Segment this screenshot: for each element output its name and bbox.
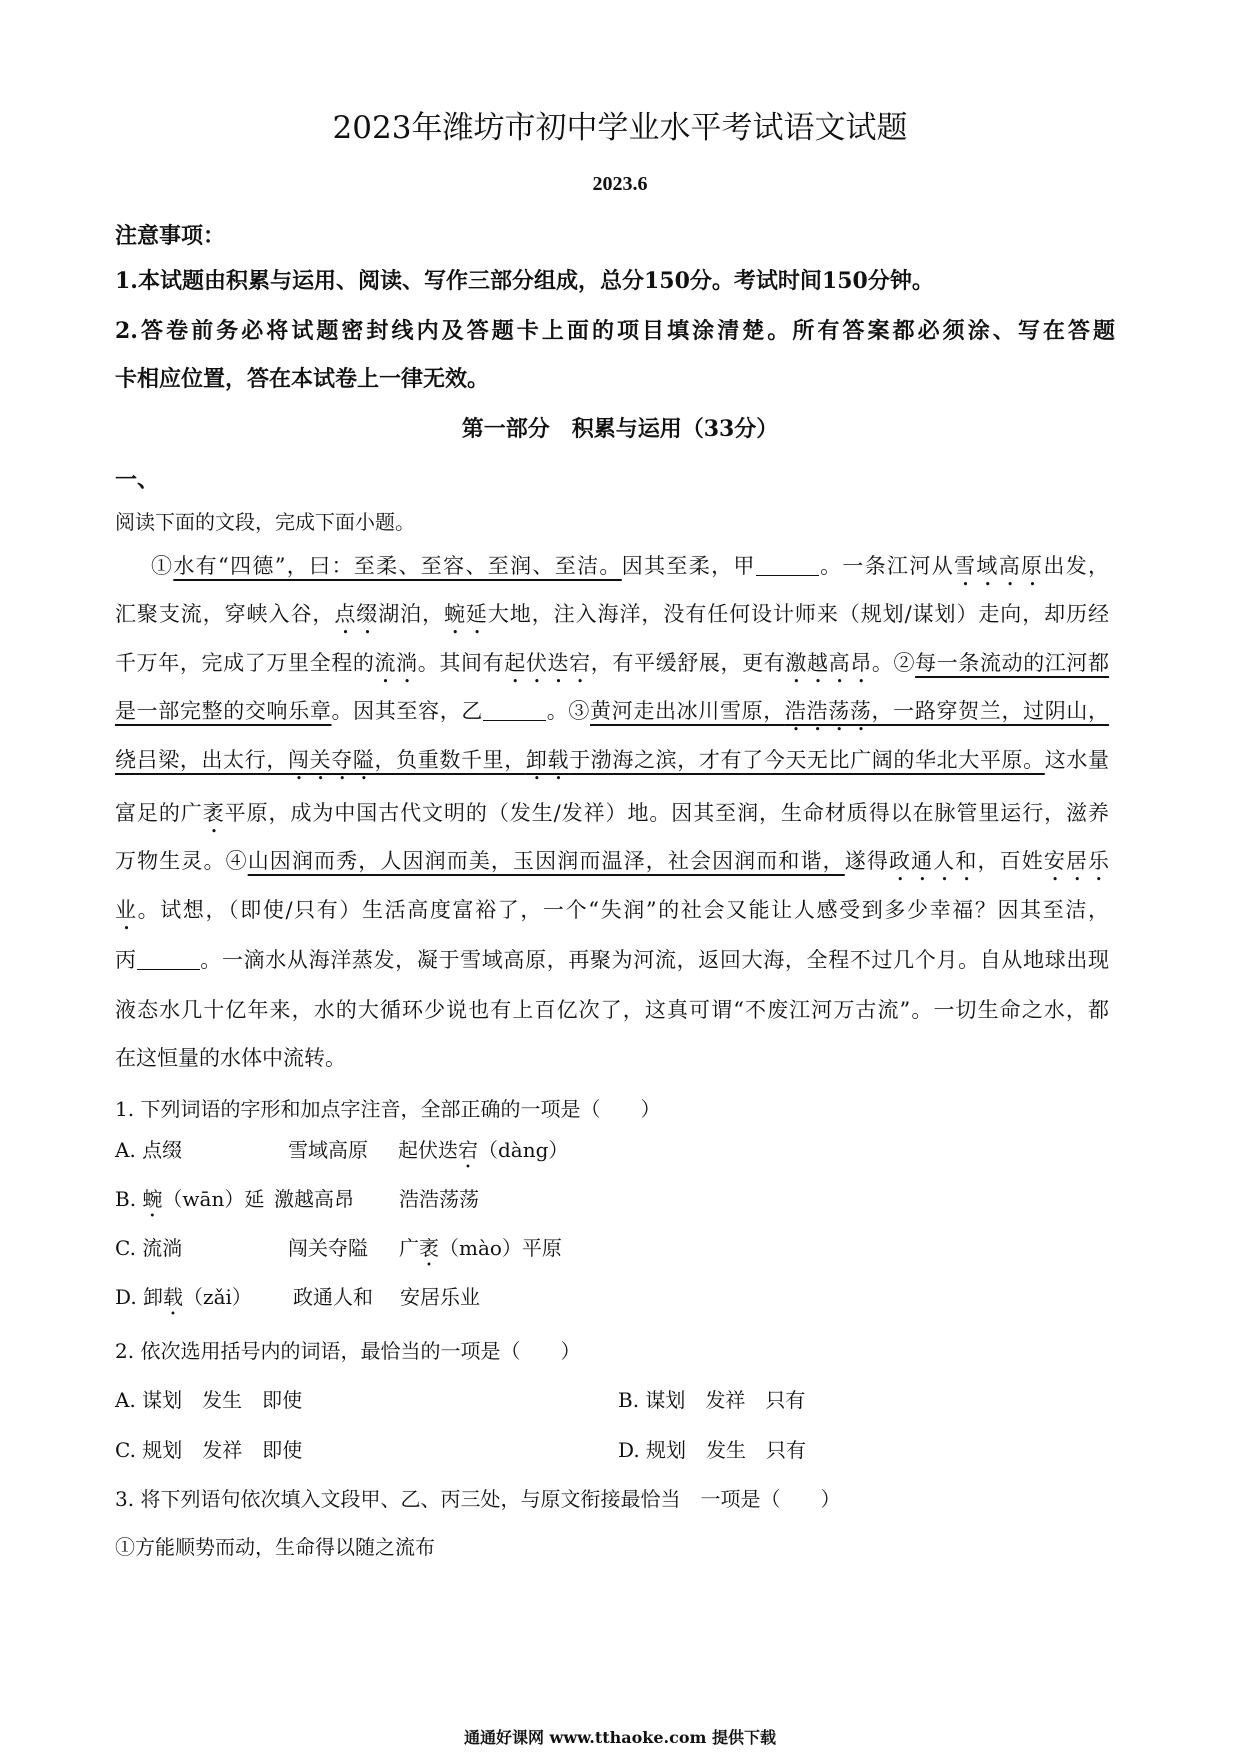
text-segment: 激越高昂 [274,1187,354,1211]
text-segment: 政通人和 [293,1285,373,1309]
text-segment: 因其至柔，甲 [621,554,756,578]
passage-line [115,895,1109,925]
text-segment: 。试想，（即使/只有）生活高度富裕了，一个“失润”的社会又能让人感受到多少幸福？因其至洁， [137,898,1109,922]
option-text: A. 谋划 发生 即使 [115,1388,303,1412]
text-segment: （zǎi） [183,1285,252,1309]
fill-in-blank [756,554,819,576]
dotted-text: 政通人和 [889,849,978,873]
text-segment: 千万年，完成了万里全程的 [115,651,375,675]
option-term [288,1233,368,1263]
passage-line [115,846,1109,876]
underlined-text: ，一路穿贺兰，过阴山， [871,699,1110,723]
text-segment: 闯关夺隘 [288,1236,368,1260]
text-segment: （wān）延 [162,1187,265,1211]
text-segment: 湖泊， [378,602,444,626]
passage-line [115,599,1109,629]
dotted-text: 载 [163,1285,184,1309]
underlined-text: 是一部完整的交响乐章 [115,699,332,723]
text-segment: 。③ [546,699,591,723]
fill-in-blank [483,699,546,721]
text-segment: 遂得 [844,849,889,873]
option-text: C. 规划 发祥 即使 [115,1438,303,1462]
passage-line [115,745,1109,775]
notice-heading: 注意事项： [115,223,226,249]
dotted-text: 流淌 [374,651,418,675]
option-term [115,1184,264,1222]
dotted-text: 宕 [458,1138,478,1162]
option-term [399,1233,562,1271]
dotted-text: 蜿延 [444,602,488,626]
fill-in-blank [137,948,200,970]
text-segment: 万物生灵。④ [115,849,248,873]
text-segment: 。一条江河从 [818,554,955,578]
option-term [288,1135,368,1165]
exam-date: 2023.6 [592,173,648,195]
option-text: B. 谋划 发祥 只有 [618,1388,806,1412]
text-segment: 雪域高原 [288,1138,368,1162]
passage-line [115,798,1109,828]
passage-line [115,1043,1109,1073]
text-segment: 。② [871,651,916,675]
text-segment: 在这恒量的水体中流转。 [115,1046,346,1070]
dotted-text: 蜿 [142,1187,163,1211]
text-segment: 这水量 [1044,748,1110,772]
passage-line [115,696,1109,726]
dotted-text: 点缀 [334,602,379,626]
option-term [274,1184,354,1214]
question-stem: 3. 将下列语句依次填入文段甲、乙、丙三处，与原文衔接最恰当 一项是（ ） [115,1487,841,1511]
underlined-text: 水有“四德”，曰：至柔、至容、至润、至洁。 [173,554,622,578]
text-segment: 丙 [115,948,137,972]
dotted-text: 雪域高原 [954,554,1044,578]
passage-line [115,551,1109,581]
text-segment: 起伏迭 [398,1138,458,1162]
passage-line [115,945,1109,975]
text-segment: 富足的广 [115,801,203,825]
option-term [400,1282,480,1312]
option-term [293,1282,373,1312]
text-segment: ，有平缓舒展，更有 [590,651,786,675]
underlined-text: 每一条流动的江河都 [915,651,1110,675]
section-number: 一、 [115,467,160,493]
underlined-text: 山因润而秀，人因润而美，玉因润而温泽，社会因润而和谐， [247,849,845,873]
option-term [115,1135,182,1165]
text-segment: ① [151,554,174,578]
dotted-text: 业 [115,898,138,922]
underlined-text: 绕吕梁，出太行， [115,748,288,772]
passage-line [115,648,1109,678]
dotted-text: 浩浩荡荡 [784,699,872,723]
dotted-text: 袤 [419,1236,439,1260]
question-stem: 1. 下列词语的字形和加点字注音，全部正确的一项是（ ） [115,1097,661,1121]
text-segment: （mào）平原 [439,1236,562,1260]
text-segment: 浩浩荡荡 [399,1187,479,1211]
text-segment: 。因其至容，乙 [331,699,484,723]
text-segment: 广 [399,1236,419,1260]
underlined-text: 黄河走出冰川雪原， [590,699,785,723]
option-text: ①方能顺势而动，生命得以随之流布 [115,1535,435,1559]
part-title: 第一部分 积累与运用（33分） [461,416,779,442]
dotted-text: 激越高昂 [785,651,872,675]
text-segment: 。一滴水从海洋蒸发，凝于雪域高原，再聚为河流，返回大海，全程不过几个月。自从地球出现 [199,948,1110,972]
dotted-text: 闯关夺隘 [287,748,375,772]
text-segment: B. [115,1187,143,1211]
text-segment: （dàng） [478,1138,569,1162]
text-segment: 汇聚支流，穿峡入谷， [115,602,335,626]
notice-line: 2.答卷前务必将试题密封线内及答题卡上面的项目填涂清楚。所有答案都必须涂、写在答题 [115,318,1115,344]
text-segment: 安居乐业 [400,1285,480,1309]
question-stem: 2. 依次选用括号内的词语，最恰当的一项是（ ） [115,1339,581,1363]
dotted-text: 安居乐 [1043,849,1110,873]
text-segment: 出发， [1043,554,1110,578]
option-term [399,1184,479,1214]
dotted-text: 袤 [202,801,225,825]
text-segment: 。其间有 [417,651,505,675]
underlined-text: 于渤海之滨，才有了今天无比广阔的华北大平原。 [569,748,1045,772]
option-text: D. 规划 发生 只有 [618,1438,807,1462]
underlined-text: ，负重数千里， [374,748,526,772]
text-segment: ，百姓 [977,849,1044,873]
reading-instruction: 阅读下面的文段，完成下面小题。 [115,510,415,534]
text-segment: A. 点缀 [115,1138,183,1162]
text-segment: D. 卸 [115,1285,164,1309]
notice-line: 1.本试题由积累与运用、阅读、写作三部分组成，总分150分。考试时间150分钟。 [115,268,934,294]
text-segment: 平原，成为中国古代文明的（发生/发祥）地。因其至润，生命材质得以在脉管里运行，滋养 [224,801,1110,825]
option-term [115,1282,252,1320]
footer-credit: 通通好课网 www.tthaoke.com 提供下载 [463,1728,777,1747]
passage-line [115,995,1109,1025]
option-term [398,1135,568,1173]
option-term [115,1233,182,1263]
text-segment: 大地，注入海洋，没有任何设计师来（规划/谋划）走向，却历经 [487,602,1110,626]
dotted-text: 卸载 [525,748,570,772]
text-segment: C. 流淌 [115,1236,183,1260]
dotted-text: 起伏迭宕 [504,651,591,675]
notice-line: 卡相应位置，答在本试卷上一律无效。 [115,366,490,392]
text-segment: 液态水几十亿年来，水的大循环少说也有上百亿次了，这真可谓“不废江河万古流”。一切生命之水，都 [115,998,1109,1022]
exam-title: 2023年潍坊市初中学业水平考试语文试题 [332,110,908,146]
